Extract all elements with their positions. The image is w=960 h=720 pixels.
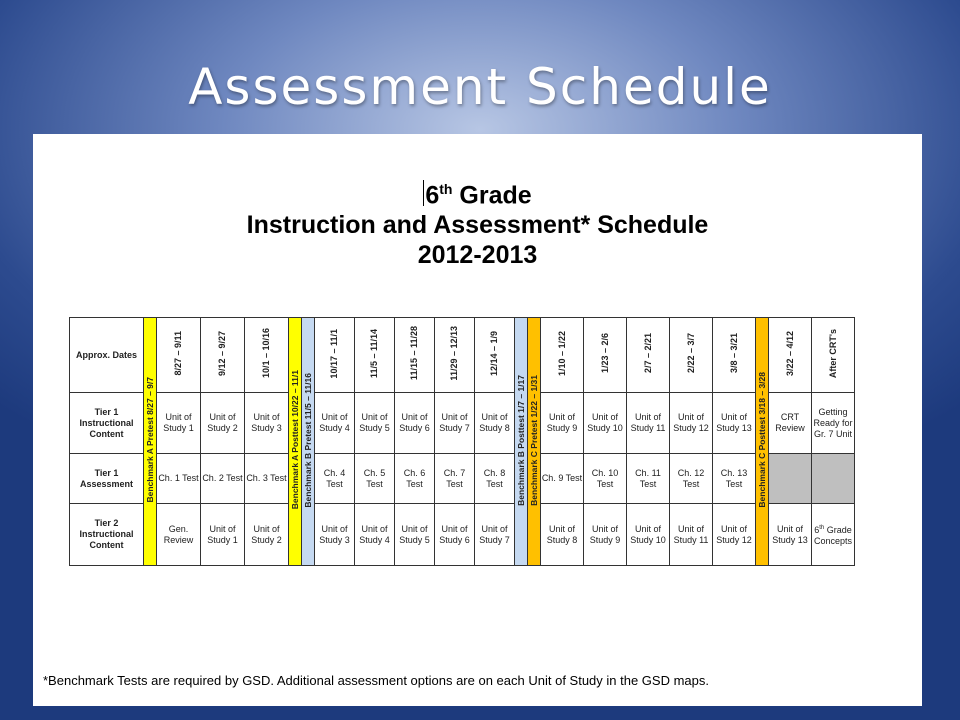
schedule-subtitle: Instruction and Assessment* Schedule (246, 211, 709, 240)
assessment-cell: Ch. 7 Test (435, 454, 475, 504)
tier2-cell: Unit of Study 10 (627, 504, 670, 566)
date-cell: 11/5 – 11/14 (355, 318, 395, 393)
instruction-cell: Getting Ready for Gr. 7 Unit (812, 393, 855, 454)
date-cell: 2/7 – 2/21 (627, 318, 670, 393)
tier2-cell: Unit of Study 9 (584, 504, 627, 566)
date-cell: 11/15 – 11/28 (395, 318, 435, 393)
tier2-cell: Unit of Study 3 (315, 504, 355, 566)
assessment-cell: Ch. 10 Test (584, 454, 627, 504)
date-cell: 11/29 – 12/13 (435, 318, 475, 393)
assessment-cell: Ch. 5 Test (355, 454, 395, 504)
assessment-cell: Ch. 9 Test (541, 454, 584, 504)
tier2-cell: Unit of Study 2 (245, 504, 289, 566)
assessment-cell: Ch. 6 Test (395, 454, 435, 504)
row-header-tier2-instructional: Tier 2 Instructional Content (70, 504, 144, 566)
instruction-cell: Unit of Study 11 (627, 393, 670, 454)
date-cell: 2/22 – 3/7 (670, 318, 713, 393)
assessment-cell-empty (812, 454, 855, 504)
tier2-cell: Unit of Study 7 (475, 504, 515, 566)
instruction-cell: Unit of Study 8 (475, 393, 515, 454)
assessment-cell: Ch. 12 Test (670, 454, 713, 504)
instruction-cell: Unit of Study 12 (670, 393, 713, 454)
instruction-cell: Unit of Study 3 (245, 393, 289, 454)
instruction-cell: Unit of Study 13 (713, 393, 756, 454)
tier1-instructional-row (70, 393, 855, 454)
tier2-instructional-row (70, 504, 855, 566)
row-header-tier1-assessment: Tier 1 Assessment (70, 454, 144, 504)
assessment-cell: Ch. 3 Test (245, 454, 289, 504)
date-cell: 9/12 – 9/27 (201, 318, 245, 393)
date-cell: 3/8 – 3/21 (713, 318, 756, 393)
instruction-cell: Unit of Study 6 (395, 393, 435, 454)
benchmark-a-posttest: Benchmark A Posttest 10/22 – 11/1 (289, 318, 302, 566)
tier2-cell: Unit of Study 8 (541, 504, 584, 566)
grade-suffix: th (439, 181, 453, 197)
date-cell: 10/1 – 10/16 (245, 318, 289, 393)
benchmark-a-pretest: Benchmark A Pretest 8/27 – 9/7 (144, 318, 157, 566)
tier2-cell-grade-concepts: 6th Grade Concepts (812, 504, 855, 566)
grade-number: 6 (425, 181, 440, 210)
instruction-cell: Unit of Study 5 (355, 393, 395, 454)
row-header-tier1-instructional: Tier 1 Instructional Content (70, 393, 144, 454)
tier1-assessment-row (70, 454, 855, 504)
instruction-cell: Unit of Study 10 (584, 393, 627, 454)
assessment-cell-empty (769, 454, 812, 504)
tier2-cell: Unit of Study 1 (201, 504, 245, 566)
document-heading (33, 174, 922, 270)
date-cell: 8/27 – 9/11 (157, 318, 201, 393)
date-cell: 1/10 – 1/22 (541, 318, 584, 393)
instruction-cell: Unit of Study 2 (201, 393, 245, 454)
school-year: 2012-2013 (417, 241, 538, 270)
tier2-cell: Unit of Study 6 (435, 504, 475, 566)
benchmark-c-pretest: Benchmark C Pretest 1/22 – 1/31 (528, 318, 541, 566)
schedule-document (33, 134, 922, 706)
assessment-cell: Ch. 13 Test (713, 454, 756, 504)
slide-title: Assessment Schedule (188, 58, 772, 116)
assessment-cell: Ch. 11 Test (627, 454, 670, 504)
benchmark-b-pretest: Benchmark B Pretest 11/5 – 11/16 (302, 318, 315, 566)
tier2-cell: Gen. Review (157, 504, 201, 566)
instruction-cell: Unit of Study 4 (315, 393, 355, 454)
tier2-cell: Unit of Study 11 (670, 504, 713, 566)
tier2-cell: Unit of Study 4 (355, 504, 395, 566)
footnote: *Benchmark Tests are required by GSD. Additional assessment options are on each Unit of Study in the GSD maps. (43, 673, 709, 688)
tier2-cell: Unit of Study 12 (713, 504, 756, 566)
date-cell: 10/17 – 11/1 (315, 318, 355, 393)
benchmark-b-posttest: Benchmark B Posttest 1/7 – 1/17 (515, 318, 528, 566)
date-cell: 12/14 – 1/9 (475, 318, 515, 393)
assessment-cell: Ch. 4 Test (315, 454, 355, 504)
instruction-cell: Unit of Study 1 (157, 393, 201, 454)
tier2-cell: Unit of Study 5 (395, 504, 435, 566)
instruction-cell: Unit of Study 9 (541, 393, 584, 454)
instruction-cell: CRT Review (769, 393, 812, 454)
date-cell: After CRT's (812, 318, 855, 393)
assessment-cell: Ch. 2 Test (201, 454, 245, 504)
date-cell: 1/23 – 2/6 (584, 318, 627, 393)
tier2-cell: Unit of Study 13 (769, 504, 812, 566)
row-header-dates: Approx. Dates (70, 318, 144, 393)
date-cell: 3/22 – 4/12 (769, 318, 812, 393)
instruction-cell: Unit of Study 7 (435, 393, 475, 454)
benchmark-c-posttest: Benchmark C Posttest 3/18 – 3/28 (756, 318, 769, 566)
schedule-table (69, 317, 855, 566)
grade-heading (33, 174, 922, 210)
assessment-cell: Ch. 1 Test (157, 454, 201, 504)
assessment-cell: Ch. 8 Test (475, 454, 515, 504)
dates-row (70, 318, 855, 393)
grade-word: Grade (452, 181, 532, 210)
